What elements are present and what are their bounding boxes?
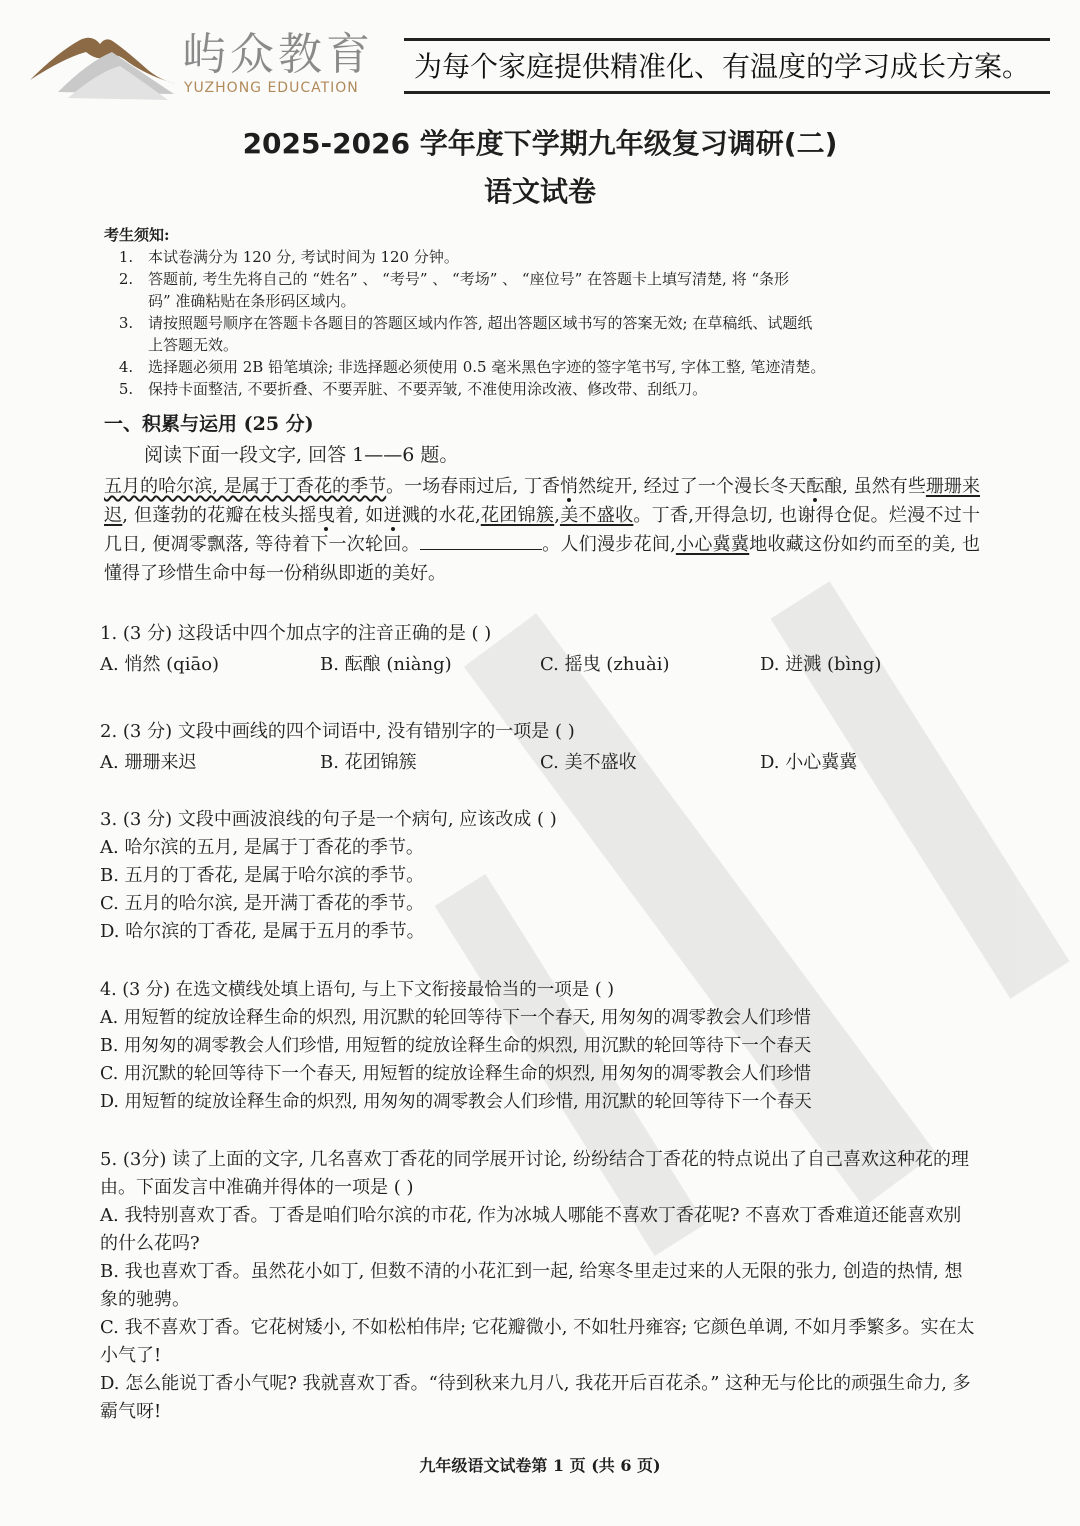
passage-text: 们漫步花间, — [578, 534, 676, 555]
question-stem: 2. (3 分) 文段中画线的四个词语中, 没有错别字的一项是 ( ) — [100, 721, 575, 742]
reading-passage: 五月的哈尔滨, 是属于丁香花的季节。一场春雨过后, 丁香悄然绽开, 经过了一个漫长冬天酝酿, 虽然有些珊珊来迟, 但蓬勃的花瓣在枝头摇曳着, 如迸溅的水花,花团锦簇,美不盛收。丁香,开得急切, 也谢得仓促。烂漫不过十几日, 便凋零飘落, 等待着下一次轮回。 。人们漫步花间,小心冀冀地收藏这份如约而至的美, 也懂得了珍惜生命中每一份稍纵即逝的美好。 — [104, 476, 981, 584]
question-stem: 1. (3 分) 这段话中四个加点字的注音正确的是 ( ) — [100, 623, 492, 644]
passage-text: 地收藏这份如约而至的美, 也懂得了珍惜生命中每一份稍纵即逝的美好。 — [104, 534, 981, 584]
underlined-word: 美不盛收 — [559, 505, 634, 526]
exam-subtitle: 语文试卷 — [483, 175, 596, 208]
option-a: A. 哈尔滨的五月, 是属于丁香花的季节。 — [100, 837, 424, 858]
section-title: 一、积累与运用 (25 分) — [104, 413, 314, 435]
option-d: D. 小心冀冀 — [760, 752, 858, 773]
passage-text: , 但蓬勃的花瓣在枝头 — [122, 505, 299, 526]
underlined-word: 花团锦簇 — [480, 505, 555, 526]
question-1 — [100, 620, 980, 679]
dotted-char: 迸 — [383, 505, 402, 526]
notice-number: 2. — [118, 270, 134, 288]
wavy-underlined-sentence: 五月的哈尔滨, 是属于丁香花的季节 — [104, 476, 387, 497]
header-rule — [404, 38, 1050, 41]
brand-name: 屿众教育 — [182, 29, 374, 80]
question-stem: 4. (3 分) 在选文横线处填上语句, 与上下文衔接最恰当的一项是 ( ) — [100, 980, 615, 1000]
passage-text: , — [554, 505, 560, 526]
notice-item — [104, 356, 994, 378]
notice-item — [104, 312, 994, 334]
option-a: A. 珊珊来迟 — [100, 752, 197, 773]
question-4 — [100, 976, 980, 1116]
notice-item — [104, 268, 994, 290]
notice-number: 1. — [118, 248, 134, 266]
notice-continuation: 码” 准确粘贴在条形码区域内。 — [148, 292, 356, 310]
candidate-notice — [104, 224, 994, 400]
question-stem: 3. (3 分) 文段中画波浪线的句子是一个病句, 应该改成 ( ) — [100, 809, 557, 830]
dotted-char: 悄 — [560, 476, 579, 497]
notice-text: 本试卷满分为 120 分, 考试时间为 120 分钟。 — [148, 248, 459, 266]
question-stem: 5. (3分) 读了上面的文字, 几名喜欢丁香花的同学展开讨论, 纷纷结合丁香花的特点说出了自己喜欢这种花的理由。下面发言中准确并得体的一项是 ( ) — [100, 1149, 969, 1198]
notice-heading: 考生须知: — [104, 226, 170, 244]
dotted-char: 酝 — [806, 476, 825, 497]
page-footer: 九年级语文试卷第 1 页 (共 6 页) — [419, 1456, 661, 1475]
option-b: B. 用匆匆的凋零教会人们珍惜, 用短暂的绽放诠释生命的炽烈, 用沉默的轮回等待下一个春天 — [100, 1036, 812, 1056]
notice-continuation: 上答题无效。 — [148, 336, 239, 354]
passage-text: 然绽开, 经过了一个漫长冬天 — [578, 476, 807, 497]
option-c: C. 我不喜欢丁香。它花树矮小, 不如松柏伟岸; 它花瓣微小, 不如牡丹雍容; 它颜色单调, 不如月季繁多。实在太小气了! — [100, 1317, 975, 1366]
question-5 — [100, 1146, 976, 1426]
option-c: C. 美不盛收 — [540, 752, 637, 773]
option-b: B. 酝酿 (niàng) — [320, 654, 452, 675]
option-d: D. 哈尔滨的丁香花, 是属于五月的季节。 — [100, 921, 425, 942]
option-b: B. 五月的丁香花, 是属于哈尔滨的季节。 — [100, 865, 425, 886]
notice-text: 请按照题号顺序在答题卡各题目的答题区域内作答, 超出答题区域书写的答案无效; 在草稿纸、试题纸 — [148, 314, 813, 332]
notice-item — [104, 378, 994, 400]
passage-text: 着, 如 — [335, 505, 384, 526]
dotted-char: 曳 — [316, 505, 336, 526]
fill-in-blank — [420, 533, 542, 550]
notice-text: 答题前, 考生先将自己的 “姓名” 、 “考号” 、 “考场” 、 “座位号” 在答题卡上填写清楚, 将 “条形 — [148, 270, 790, 288]
underlined-word: 珊珊来迟 — [104, 476, 980, 526]
option-d: D. 怎么能说丁香小气呢? 我就喜欢丁香。“待到秋来九月八, 我花开后百花杀。” 这种无与伦比的顽强生命力, 多霸气呀! — [100, 1373, 971, 1422]
option-d: D. 用短暂的绽放诠释生命的炽烈, 用匆匆的凋零教会人们珍惜, 用沉默的轮回等待下一个春天 — [100, 1092, 812, 1112]
notice-text: 保持卡面整洁, 不要折叠、不要弄脏、不要弄皱, 不准使用涂改液、修改带、刮纸刀。 — [148, 380, 708, 398]
passage-text: 。人 — [541, 534, 579, 555]
reading-instruction: 阅读下面一段文字, 回答 1——6 题。 — [144, 444, 459, 466]
option-b: B. 我也喜欢丁香。虽然花小如丁, 但数不清的小花汇到一起, 给寒冬里走过来的人无限的张力, 创造的热情, 想象的驰骋。 — [100, 1261, 963, 1310]
exam-title: 2025-2026 学年度下学期九年级复习调研(二) — [242, 127, 838, 160]
slogan: 为每个家庭提供精准化、有温度的学习成长方案。 — [414, 50, 1031, 83]
question-3 — [100, 806, 980, 946]
option-c: C. 用沉默的轮回等待下一个春天, 用短暂的绽放诠释生命的炽烈, 用匆匆的凋零教会人们珍惜 — [100, 1064, 812, 1084]
passage-text: 。一场春雨过后, 丁香 — [386, 476, 561, 497]
option-c: C. 五月的哈尔滨, 是开满丁香花的季节。 — [100, 893, 425, 914]
option-a: A. 用短暂的绽放诠释生命的炽烈, 用沉默的轮回等待下一个春天, 用匆匆的凋零教会人们珍惜 — [100, 1008, 812, 1028]
passage-text: 酿, 虽然有些 — [824, 476, 926, 497]
notice-number: 4. — [118, 358, 134, 376]
notice-number: 5. — [118, 380, 134, 398]
passage-text: 溅的水花, — [401, 505, 481, 526]
underlined-word: 小心冀冀 — [675, 534, 750, 555]
question-2 — [100, 718, 980, 777]
option-a: A. 悄然 (qiāo) — [100, 654, 220, 675]
passage-text: 开得急切, 也谢得仓促。烂漫不过十几日, 便凋零飘落, 等待着下一次轮回。 — [104, 505, 981, 555]
option-a: A. 我特别喜欢丁香。丁香是咱们哈尔滨的市花, 作为冰城人哪能不喜欢丁香花呢? 不喜欢丁香难道还能喜欢别的什么花吗? — [100, 1205, 962, 1254]
notice-item — [104, 246, 994, 268]
brand-name-english: YUZHONG EDUCATION — [184, 80, 359, 96]
passage-text: 。丁香, — [633, 505, 694, 526]
mountain-logo-icon — [28, 22, 178, 102]
notice-number: 3. — [118, 314, 134, 332]
option-c: C. 摇曳 (zhuài) — [540, 654, 670, 675]
option-d: D. 迸溅 (bìng) — [760, 654, 882, 675]
header-rule — [404, 91, 1050, 94]
option-b: B. 花团锦簇 — [320, 752, 417, 773]
notice-text: 选择题必须用 2B 铅笔填涂; 非选择题必须使用 0.5 毫米黑色字迹的签字笔书写, 字体工整, 笔迹清楚。 — [148, 358, 826, 376]
